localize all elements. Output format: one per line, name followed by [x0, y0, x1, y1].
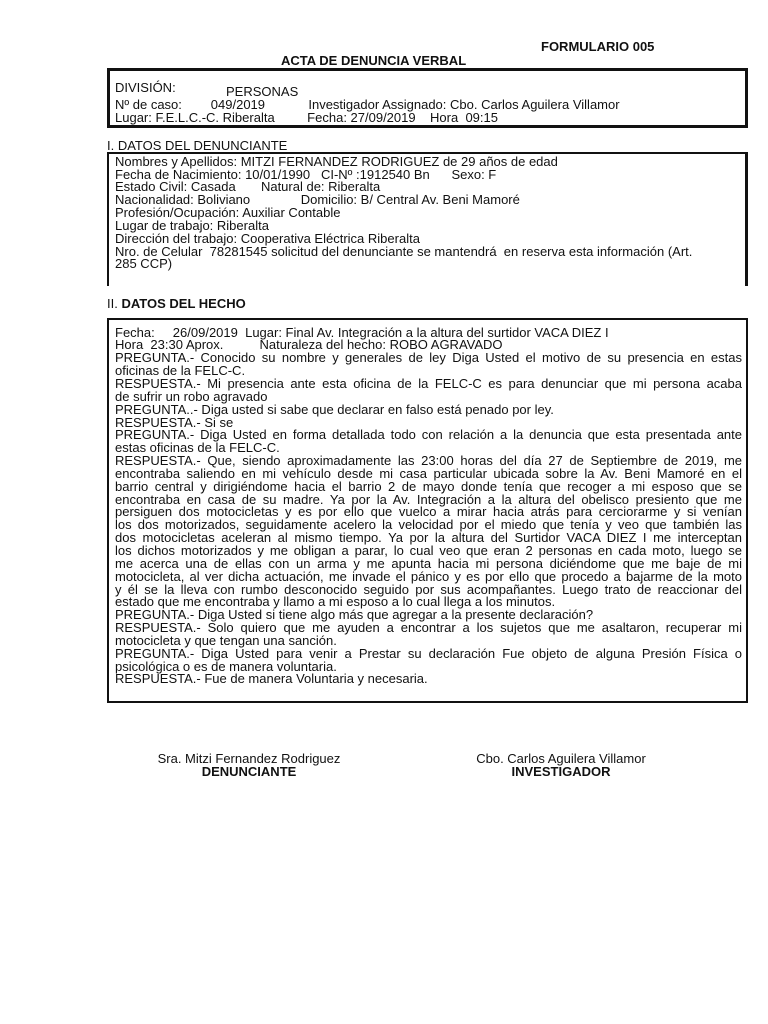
hecho-line: de sufrir un robo agravado: [115, 389, 268, 404]
denunciante-line: Estado Civil: Casada Natural de: Riberalta: [115, 179, 381, 194]
hecho-line: PREGUNTA.- Diga Usted en forma detallada todo con relación a la denuncia que esta presentada ante: [115, 427, 742, 442]
hecho-line: los dichos motorizados y me obligan a parar, lo cual veo que eran 2 personas en cada moto, luego se: [115, 543, 742, 558]
hecho-line: PREGUNTA.- Conocido su nombre y generales de ley Diga Usted el motivo de su presencia en estas: [115, 350, 742, 365]
hecho-line: barrio central y dirigiéndome hacia el barrio 2 de mayo donde tenía que recoger a mi esposo que se: [115, 479, 742, 494]
hecho-line: RESPUESTA.- Solo quiero que me ayuden a encontrar a los sujetos que me asaltaron, recuperar mi: [115, 620, 742, 635]
hecho-line: y él se la lleva con rumbo desconocido seguido por sus acompañantes. Luego trato de reaccionar del: [115, 582, 742, 597]
hecho-line: encontraba saliendo en mi vehículo desde mi casa particular ubicada sobre la Av. Beni Mamoré en el: [115, 466, 742, 481]
denunciante-line: Dirección del trabajo: Cooperativa Eléctrica Riberalta: [115, 231, 420, 246]
signature-investigador-name: Cbo. Carlos Aguilera Villamor: [476, 751, 646, 766]
section2-title-text: DATOS DEL HECHO: [121, 296, 246, 311]
signature-denunciante-name: Sra. Mitzi Fernandez Rodriguez: [157, 751, 341, 766]
hecho-line: Fecha: 26/09/2019 Lugar: Final Av. Integración a la altura del surtidor VACA DIEZ I: [115, 325, 609, 340]
denunciante-line: 285 CCP): [115, 256, 173, 271]
division-value: PERSONAS: [226, 84, 299, 99]
hecho-line: motocicleta, al ver dicha actuación, me invade el pánico y es por ello que procedo a bajarme de la moto: [115, 569, 742, 584]
hecho-line: PREGUNTA.- Diga Usted si tiene algo más que agregar a la presente declaración?: [115, 607, 594, 622]
signature-denunciante: [119, 752, 379, 778]
hecho-line: oficinas de la FELC-C.: [115, 363, 246, 378]
denunciante-line: Profesión/Ocupación: Auxiliar Contable: [115, 205, 341, 220]
hecho-line: persiguen dos motocicletas y es por ello que vuelco a mirar hacia atrás para cerciorarme y si venían: [115, 504, 742, 519]
form-number: FORMULARIO 005: [541, 39, 655, 54]
section2-title: [107, 297, 246, 310]
hecho-line: PREGUNTA.- Diga Usted para venir a Prestar su declaración Fue objeto de alguna Presión Física o: [115, 646, 742, 661]
division-label: DIVISIÓN:: [115, 80, 176, 95]
hecho-line: psicológica o es de manera voluntaria.: [115, 659, 337, 674]
hecho-line: PREGUNTA..- Diga usted si sabe que declarar en falso está penado por ley.: [115, 402, 554, 417]
document-title: ACTA DE DENUNCIA VERBAL: [281, 53, 467, 68]
signature-denunciante-role: DENUNCIANTE: [201, 764, 297, 779]
hecho-line: RESPUESTA.- Si se: [115, 415, 234, 430]
hecho-line: motocicleta y que tengan una sanción.: [115, 633, 337, 648]
section1-title: I. DATOS DEL DENUNCIANTE: [107, 138, 288, 153]
denunciante-line: Nacionalidad: Boliviano Domicilio: B/ Central Av. Beni Mamoré: [115, 192, 520, 207]
case-line: Nº de caso: 049/2019 Investigador Assignado: Cbo. Carlos Aguilera Villamor: [115, 97, 620, 112]
denunciante-line: Lugar de trabajo: Riberalta: [115, 218, 269, 233]
hecho-line: me acerca una de ellas con un arma y me apunta hacia mi persona diciéndome que me baje de mi: [115, 556, 742, 571]
hecho-line: RESPUESTA.- Fue de manera Voluntaria y necesaria.: [115, 671, 428, 686]
denunciante-line: Nro. de Celular 78281545 solicitud del denunciante se mantendrá en reserva esta información (Art.: [115, 244, 693, 259]
place-line: Lugar: F.E.L.C.-C. Riberalta Fecha: 27/09/2019 Hora 09:15: [115, 110, 498, 125]
denunciante-line: Fecha de Nacimiento: 10/01/1990 CI-Nº :1912540 Bn Sexo: F: [115, 167, 497, 182]
signature-investigador: [431, 752, 691, 778]
hecho-line: dos motocicletas aceleran al mismo tiempo. Ya por la altura del Surtidor VACA DIEZ I me interceptan: [115, 530, 742, 545]
hecho-line: los dos motorizados, seguidamente acelero la velocidad por el miedo que tenía y veo que también las: [115, 517, 742, 532]
signature-investigador-role: INVESTIGADOR: [511, 764, 611, 779]
hecho-line: estas oficinas de la FELC-C.: [115, 440, 280, 455]
denunciante-line: Nombres y Apellidos: MITZI FERNANDEZ RODRIGUEZ de 29 años de edad: [115, 154, 558, 169]
hecho-line: RESPUESTA.- Que, siendo aproximadamente las 23:00 horas del día 27 de Septiembre de 2019, me: [115, 453, 742, 468]
section2-title-prefix: II.: [107, 296, 118, 311]
hecho-line: encontraba en casa de su madre. Ya por la Av. Integración a la altura del obelisco presiento que me: [115, 492, 742, 507]
hecho-line: Hora 23:30 Aprox. Naturaleza del hecho: ROBO AGRAVADO: [115, 337, 503, 352]
hecho-line: RESPUESTA.- Mi presencia ante esta oficina de la FELC-C es para denunciar que mi persona acaba: [115, 376, 742, 391]
hecho-line: estado que me encontraba y llamo a mi esposo a lo cual llega a los minutos.: [115, 594, 556, 609]
